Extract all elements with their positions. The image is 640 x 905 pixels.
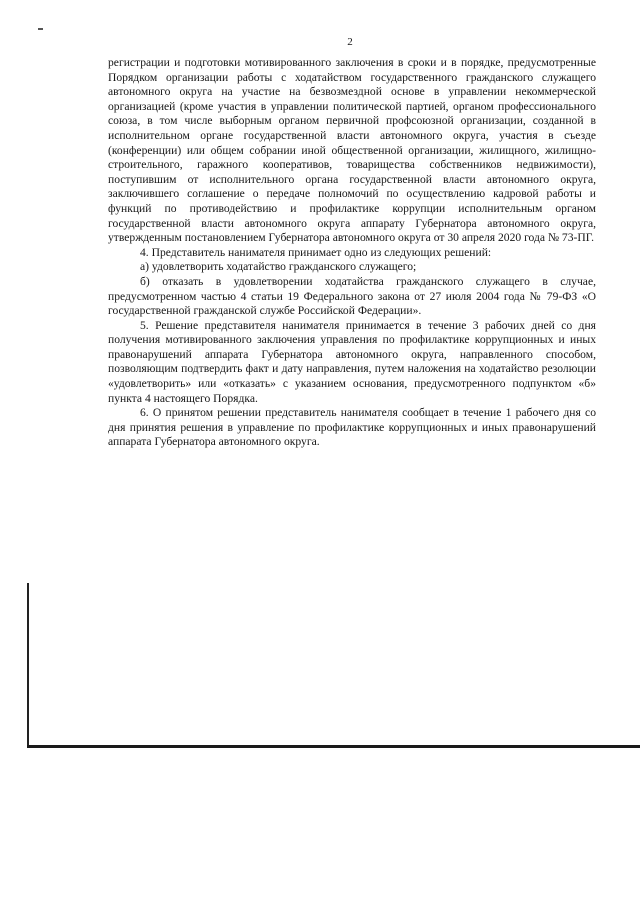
document-body	[108, 56, 596, 450]
paragraph-item-4: 4. Представитель нанимателя принимает одно из следующих решений:	[140, 245, 492, 259]
paragraph-item-4a: а) удовлетворить ходатайство гражданского служащего;	[140, 260, 417, 274]
paragraph-continuation: регистрации и подготовки мотивированного заключения в сроки и в порядке, предусмотренные Порядком организации работы с ходатайством государственного гражданского служащего автономного округа на участие на безвозмездной основе в управлении некоммерческой организацией (кроме участия в управлении политической партией, органом профессионального союза, в том числе выборным органом первичной профсоюзной организации, созданной в исполнительном органе государственной власти автономного округа, участия в съезде (конференции) или общем собрании иной общественной организации, жилищного, жилищно-строительного, гаражного кооперативов, товарищества собственников недвижимости), поступившим от исполнительного органа государственной власти автономного округа, заключившего соглашение о передаче полномочий по осуществлению кадровой работы и функций по противодействию и профилактике коррупции исполнительным органом государственной власти автономного округа аппарату Губернатора автономного округа, утвержденным постановлением Губернатора автономного округа от 30 апреля 2020 года № 73-ПГ.	[108, 56, 596, 245]
scan-shadow-bottom-edge	[27, 745, 640, 748]
page-number: 2	[347, 36, 353, 48]
scan-shadow-left-edge	[27, 583, 29, 745]
paragraph-item-6: 6. О принятом решении представитель нанимателя сообщает в течение 1 рабочего дня со дня принятия решения в управление по профилактике коррупционных и иных правонарушений аппарата Губернатора автономного округа.	[108, 406, 596, 449]
paragraph-item-4b: б) отказать в удовлетворении ходатайства гражданского служащего в случае, предусмотренном частью 4 статьи 19 Федерального закона от 27 июля 2004 года № 79-ФЗ «О государственной гражданской службе Российской Федерации».	[108, 274, 596, 318]
scan-speck	[38, 28, 43, 30]
paragraph-item-5: 5. Решение представителя нанимателя принимается в течение 3 рабочих дней со дня получения мотивированного заключения управления по профилактике коррупционных и иных правонарушений аппарата Губернатора автономного округа, направленного способом, позволяющим подтвердить факт и дату направления, путем наложения на ходатайство резолюции «удовлетворить» или «отказать» с указанием основания, предусмотренного подпунктом «б» пункта 4 настоящего Порядка.	[108, 318, 596, 405]
